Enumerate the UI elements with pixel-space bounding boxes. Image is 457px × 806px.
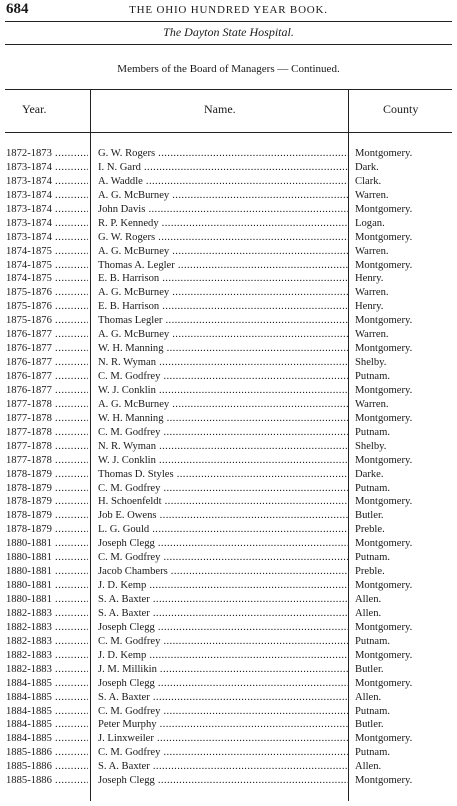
county-cell: Warren.: [355, 329, 389, 341]
year-cell: 1874-1875 .....: [6, 272, 88, 286]
year-cell: 1880-1881 .....: [6, 579, 88, 593]
year-cell: 1876-1877 .....: [6, 370, 88, 384]
table-row: [0, 272, 457, 286]
name-cell: A. G. McBurney .....: [98, 398, 348, 412]
year-cell: 1873-1874 .....: [6, 189, 88, 203]
table-row: [0, 203, 457, 217]
county-cell: Darke.: [355, 468, 384, 480]
name-cell: W. J. Conklin .....: [98, 384, 348, 398]
year-cell: 1876-1877 .....: [6, 342, 88, 356]
year-cell: 1880-1881 .....: [6, 565, 88, 579]
year-cell: 1882-1883 .....: [6, 663, 88, 677]
table-row: [0, 509, 457, 523]
name-cell: R. P. Kennedy .....: [98, 217, 348, 231]
table-row: [0, 217, 457, 231]
table-row: [0, 426, 457, 440]
table-row: [0, 635, 457, 649]
name-cell: W. H. Manning .....: [98, 412, 348, 426]
table-row: [0, 607, 457, 621]
table-row: [0, 705, 457, 719]
table-header-rule: [5, 132, 452, 133]
name-cell: E. B. Harrison .....: [98, 272, 348, 286]
name-cell: J. M. Millikin .....: [98, 663, 348, 677]
name-cell: E. B. Harrison .....: [98, 300, 348, 314]
county-cell: Allen.: [355, 607, 382, 619]
year-cell: 1882-1883 .....: [6, 635, 88, 649]
county-cell: Putnam.: [355, 705, 391, 717]
year-cell: 1878-1879 .....: [6, 495, 88, 509]
year-cell: 1877-1878 .....: [6, 440, 88, 454]
name-cell: G. W. Rogers .....: [98, 231, 348, 245]
name-cell: N. R. Wyman .....: [98, 356, 348, 370]
county-cell: Allen.: [355, 761, 382, 773]
county-cell: Montgomery.: [355, 454, 413, 466]
year-cell: 1876-1877 .....: [6, 384, 88, 398]
table-row: [0, 663, 457, 677]
year-column-header: Year.: [22, 102, 47, 116]
year-cell: 1885-1886 .....: [6, 746, 88, 760]
name-cell: A. G. McBurney .....: [98, 328, 348, 342]
county-cell: Putnam.: [355, 747, 391, 759]
name-cell: Joseph Clegg .....: [98, 537, 348, 551]
table-top-rule: [5, 89, 452, 90]
table-row: [0, 523, 457, 537]
name-cell: W. H. Manning .....: [98, 342, 348, 356]
county-cell: Montgomery.: [355, 733, 413, 745]
table-row: [0, 245, 457, 259]
name-cell: C. M. Godfrey .....: [98, 635, 348, 649]
name-cell: Job E. Owens .....: [98, 509, 348, 523]
name-cell: S. A. Baxter .....: [98, 691, 348, 705]
year-cell: 1873-1874 .....: [6, 231, 88, 245]
county-cell: Putnam.: [355, 426, 391, 438]
name-cell: N. R. Wyman .....: [98, 440, 348, 454]
table-row: [0, 328, 457, 342]
name-cell: J. Linxweiler .....: [98, 732, 348, 746]
table-row: [0, 649, 457, 663]
table-row: [0, 398, 457, 412]
name-cell: John Davis .....: [98, 203, 348, 217]
year-cell: 1877-1878 .....: [6, 426, 88, 440]
county-cell: Montgomery.: [355, 148, 413, 159]
table-row: [0, 495, 457, 509]
year-cell: 1882-1883 .....: [6, 621, 88, 635]
table-row: [0, 691, 457, 705]
name-cell: Thomas A. Legler .....: [98, 259, 348, 273]
name-cell: C. M. Godfrey .....: [98, 705, 348, 719]
county-cell: Butler.: [355, 663, 384, 675]
name-column-header: Name.: [204, 102, 236, 116]
table-row: [0, 551, 457, 565]
name-cell: Joseph Clegg .....: [98, 677, 348, 691]
year-cell: 1878-1879 .....: [6, 482, 88, 496]
county-cell: Butler.: [355, 719, 384, 731]
county-cell: Montgomery.: [355, 343, 413, 355]
table-row: [0, 774, 457, 788]
table-row: [0, 454, 457, 468]
year-cell: 1884-1885 .....: [6, 691, 88, 705]
name-cell: J. D. Kemp .....: [98, 579, 348, 593]
county-cell: Montgomery.: [355, 621, 413, 633]
name-cell: L. G. Gould .....: [98, 523, 348, 537]
name-cell: Thomas Legler .....: [98, 314, 348, 328]
table-row: [0, 384, 457, 398]
name-cell: Jacob Chambers .....: [98, 565, 348, 579]
name-cell: A. G. McBurney .....: [98, 189, 348, 203]
year-cell: 1885-1886 .....: [6, 774, 88, 788]
year-cell: 1880-1881 .....: [6, 537, 88, 551]
page-subtitle: The Dayton State Hospital.: [163, 25, 294, 39]
county-cell: Putnam.: [355, 482, 391, 494]
name-cell: C. M. Godfrey .....: [98, 482, 348, 496]
name-cell: S. A. Baxter .....: [98, 593, 348, 607]
name-cell: C. M. Godfrey .....: [98, 426, 348, 440]
year-cell: 1874-1875 .....: [6, 259, 88, 273]
table-row: [0, 537, 457, 551]
name-cell: A. Waddle .....: [98, 175, 348, 189]
county-cell: Warren.: [355, 287, 389, 299]
table-row: [0, 621, 457, 635]
members-table-body: [0, 147, 457, 788]
county-cell: Shelby.: [355, 440, 387, 452]
table-row: [0, 565, 457, 579]
year-cell: 1873-1874 .....: [6, 175, 88, 189]
page-number: 684: [6, 1, 29, 17]
county-cell: Montgomery.: [355, 580, 413, 592]
table-row: [0, 677, 457, 691]
year-cell: 1884-1885 .....: [6, 732, 88, 746]
name-cell: S. A. Baxter .....: [98, 760, 348, 774]
county-cell: Henry.: [355, 301, 384, 313]
table-row: [0, 440, 457, 454]
table-row: [0, 482, 457, 496]
table-row: [0, 370, 457, 384]
county-cell: Henry.: [355, 273, 384, 285]
year-cell: 1875-1876 .....: [6, 286, 88, 300]
year-cell: 1884-1885 .....: [6, 677, 88, 691]
year-cell: 1877-1878 .....: [6, 412, 88, 426]
name-cell: G. W. Rogers .....: [98, 147, 348, 161]
name-cell: C. M. Godfrey .....: [98, 746, 348, 760]
table-row: [0, 760, 457, 774]
name-cell: A. G. McBurney .....: [98, 245, 348, 259]
name-cell: Thomas D. Styles .....: [98, 468, 348, 482]
name-cell: H. Schoenfeldt .....: [98, 495, 348, 509]
county-cell: Clark.: [355, 175, 382, 187]
name-cell: Joseph Clegg .....: [98, 774, 348, 788]
year-cell: 1878-1879 .....: [6, 523, 88, 537]
year-cell: 1880-1881 .....: [6, 551, 88, 565]
table-row: [0, 718, 457, 732]
name-cell: W. J. Conklin .....: [98, 454, 348, 468]
year-cell: 1877-1878 .....: [6, 454, 88, 468]
county-column-header: County: [383, 102, 419, 116]
year-cell: 1875-1876 .....: [6, 300, 88, 314]
year-cell: 1873-1874 .....: [6, 203, 88, 217]
table-row: [0, 259, 457, 273]
year-cell: 1873-1874 .....: [6, 217, 88, 231]
name-cell: I. N. Gard .....: [98, 161, 348, 175]
year-cell: 1876-1877 .....: [6, 356, 88, 370]
county-cell: Montgomery.: [355, 412, 413, 424]
county-cell: Putnam.: [355, 635, 391, 647]
county-cell: Warren.: [355, 398, 389, 410]
year-cell: 1884-1885 .....: [6, 718, 88, 732]
name-cell: A. G. McBurney .....: [98, 286, 348, 300]
county-cell: Montgomery.: [355, 231, 413, 243]
book-title: THE OHIO HUNDRED YEAR BOOK.: [129, 4, 328, 16]
table-row: [0, 342, 457, 356]
table-row: [0, 746, 457, 760]
table-row: [0, 161, 457, 175]
year-cell: 1873-1874 .....: [6, 161, 88, 175]
year-cell: 1882-1883 .....: [6, 607, 88, 621]
county-cell: Putnam.: [355, 552, 391, 564]
table-row: [0, 189, 457, 203]
county-cell: Montgomery.: [355, 259, 413, 271]
county-cell: Shelby.: [355, 357, 387, 369]
table-row: [0, 593, 457, 607]
county-cell: Preble.: [355, 524, 385, 536]
county-cell: Warren.: [355, 245, 389, 257]
county-cell: Warren.: [355, 189, 389, 201]
name-cell: C. M. Godfrey .....: [98, 370, 348, 384]
county-cell: Putnam.: [355, 371, 391, 382]
county-cell: Butler.: [355, 510, 384, 522]
section-title: Members of the Board of Managers — Continued.: [117, 63, 340, 75]
name-cell: S. A. Baxter .....: [98, 607, 348, 621]
table-row: [0, 412, 457, 426]
year-cell: 1874-1875 .....: [6, 245, 88, 259]
county-cell: Allen.: [355, 594, 382, 605]
year-cell: 1878-1879 .....: [6, 509, 88, 523]
year-cell: 1882-1883 .....: [6, 649, 88, 663]
county-cell: Montgomery.: [355, 677, 413, 689]
table-row: [0, 579, 457, 593]
table-row: [0, 286, 457, 300]
table-row: [0, 147, 457, 161]
header-rule: [5, 21, 452, 22]
year-cell: 1877-1878 .....: [6, 398, 88, 412]
name-cell: Joseph Clegg .....: [98, 621, 348, 635]
county-cell: Montgomery.: [355, 384, 413, 396]
table-row: [0, 468, 457, 482]
county-cell: Montgomery.: [355, 203, 413, 215]
name-cell: Peter Murphy .....: [98, 718, 348, 732]
table-row: [0, 356, 457, 370]
year-cell: 1884-1885 .....: [6, 705, 88, 719]
table-row: [0, 175, 457, 189]
table-row: [0, 231, 457, 245]
county-cell: Logan.: [355, 217, 385, 229]
name-cell: C. M. Godfrey .....: [98, 551, 348, 565]
subtitle-rule: [5, 44, 452, 45]
year-cell: 1876-1877 .....: [6, 328, 88, 342]
county-cell: Montgomery.: [355, 775, 413, 787]
table-row: [0, 314, 457, 328]
table-row: [0, 732, 457, 746]
page-header: [0, 0, 457, 20]
name-cell: J. D. Kemp .....: [98, 649, 348, 663]
table-row: [0, 300, 457, 314]
year-cell: 1880-1881 .....: [6, 593, 88, 607]
county-cell: Dark.: [355, 161, 379, 173]
county-cell: Preble.: [355, 566, 385, 578]
year-cell: 1875-1876 .....: [6, 314, 88, 328]
county-cell: Montgomery.: [355, 315, 413, 327]
county-cell: Montgomery.: [355, 538, 413, 550]
year-cell: 1878-1879 .....: [6, 468, 88, 482]
county-cell: Montgomery.: [355, 496, 413, 508]
county-cell: Montgomery.: [355, 649, 413, 661]
year-cell: 1885-1886 .....: [6, 760, 88, 774]
year-cell: 1872-1873 .....: [6, 147, 88, 161]
county-cell: Allen.: [355, 691, 382, 703]
